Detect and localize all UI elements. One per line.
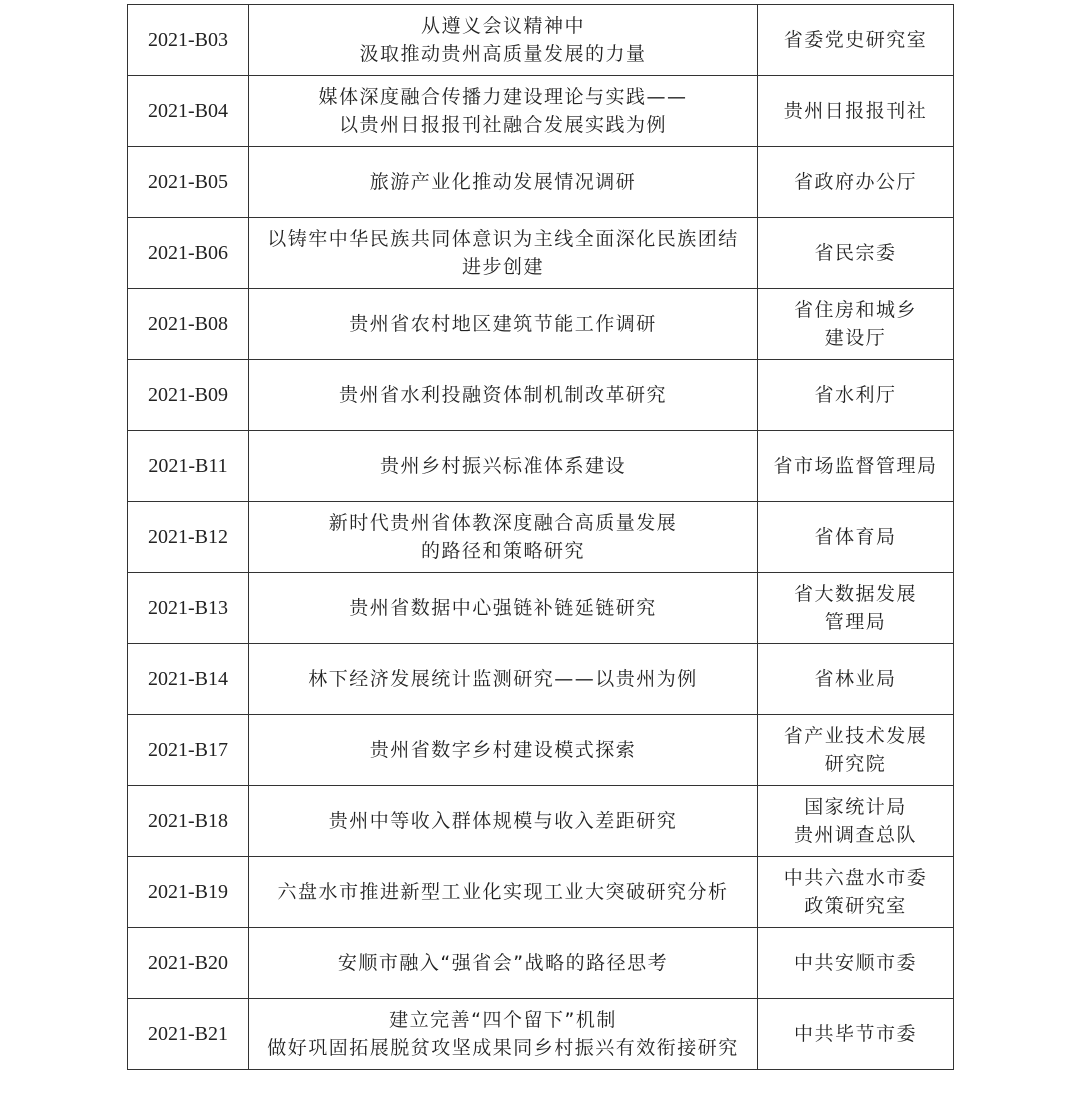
table-row — [128, 5, 954, 76]
project-title-cell — [249, 147, 758, 218]
organization-cell — [758, 502, 954, 573]
project-code-cell: 2021-B18 — [128, 786, 249, 857]
organization-line: 政策研究室 — [804, 895, 907, 917]
organization-cell — [758, 715, 954, 786]
organization-cell — [758, 857, 954, 928]
table-row — [128, 431, 954, 502]
organization-line: 管理局 — [824, 611, 887, 633]
organization-line: 中共毕节市委 — [793, 1023, 917, 1045]
table-row — [128, 218, 954, 289]
organization-line: 中共六盘水市委 — [783, 867, 928, 889]
project-title-cell — [249, 218, 758, 289]
organization-line: 国家统计局 — [804, 796, 907, 818]
organization-line: 省住房和城乡 — [793, 299, 917, 321]
organization-cell — [758, 786, 954, 857]
project-code-cell: 2021-B17 — [128, 715, 249, 786]
organization-line: 贵州调查总队 — [793, 824, 917, 846]
project-title-line: 贵州乡村振兴标准体系建设 — [379, 455, 626, 477]
project-code-cell: 2021-B08 — [128, 289, 249, 360]
project-title-cell — [249, 999, 758, 1070]
organization-line: 省市场监督管理局 — [773, 455, 938, 477]
project-code-cell: 2021-B11 — [128, 431, 249, 502]
project-title-line: 贵州省数字乡村建设模式探索 — [369, 739, 637, 761]
table-row — [128, 573, 954, 644]
organization-cell — [758, 289, 954, 360]
organization-line: 省水利厅 — [814, 384, 897, 406]
project-code-cell: 2021-B04 — [128, 76, 249, 147]
table-row — [128, 76, 954, 147]
project-title-cell — [249, 502, 758, 573]
project-title-line: 六盘水市推进新型工业化实现工业大突破研究分析 — [277, 881, 729, 903]
organization-cell — [758, 573, 954, 644]
project-code-cell: 2021-B20 — [128, 928, 249, 999]
project-title-cell — [249, 573, 758, 644]
table-row — [128, 289, 954, 360]
organization-line: 中共安顺市委 — [793, 952, 917, 974]
organization-line: 省大数据发展 — [793, 583, 917, 605]
organization-line: 贵州日报报刊社 — [783, 100, 928, 122]
project-code-cell: 2021-B21 — [128, 999, 249, 1070]
project-title-line: 汲取推动贵州高质量发展的力量 — [359, 43, 647, 65]
project-title-line: 旅游产业化推动发展情况调研 — [369, 171, 637, 193]
project-title-cell — [249, 360, 758, 431]
organization-cell — [758, 644, 954, 715]
project-title-line: 贵州省数据中心强链补链延链研究 — [349, 597, 657, 619]
project-title-line: 安顺市融入“强省会”战略的路径思考 — [337, 952, 669, 974]
project-code-cell: 2021-B03 — [128, 5, 249, 76]
project-code-cell: 2021-B09 — [128, 360, 249, 431]
project-title-line: 以贵州日报报刊社融合发展实践为例 — [338, 114, 667, 136]
project-title-line: 媒体深度融合传播力建设理论与实践—— — [318, 86, 688, 108]
organization-line: 建设厅 — [824, 327, 887, 349]
project-code-cell: 2021-B06 — [128, 218, 249, 289]
table-row — [128, 360, 954, 431]
project-title-cell — [249, 76, 758, 147]
organization-line: 省委党史研究室 — [783, 29, 928, 51]
organization-cell — [758, 147, 954, 218]
project-title-cell — [249, 644, 758, 715]
project-code-cell: 2021-B13 — [128, 573, 249, 644]
project-title-line: 贵州中等收入群体规模与收入差距研究 — [328, 810, 678, 832]
project-title-cell — [249, 5, 758, 76]
table-row — [128, 715, 954, 786]
project-code-cell: 2021-B12 — [128, 502, 249, 573]
organization-line: 省体育局 — [814, 526, 897, 548]
table-row — [128, 502, 954, 573]
project-title-line: 做好巩固拓展脱贫攻坚成果同乡村振兴有效衔接研究 — [267, 1037, 739, 1059]
project-title-line: 建立完善“四个留下”机制 — [389, 1009, 617, 1031]
organization-cell — [758, 928, 954, 999]
organization-line: 省民宗委 — [814, 242, 897, 264]
organization-cell — [758, 218, 954, 289]
table-row — [128, 786, 954, 857]
organization-cell — [758, 76, 954, 147]
organization-line: 省林业局 — [814, 668, 897, 690]
project-title-line: 新时代贵州省体教深度融合高质量发展 — [328, 512, 678, 534]
organization-line: 研究院 — [824, 753, 887, 775]
project-title-cell — [249, 715, 758, 786]
table-row — [128, 147, 954, 218]
table-row — [128, 999, 954, 1070]
table-row — [128, 928, 954, 999]
table-body — [128, 5, 954, 1070]
project-title-line: 林下经济发展统计监测研究——以贵州为例 — [308, 668, 698, 690]
project-title-line: 贵州省水利投融资体制机制改革研究 — [338, 384, 667, 406]
project-title-line: 进步创建 — [461, 256, 544, 278]
project-title-cell — [249, 928, 758, 999]
project-title-cell — [249, 786, 758, 857]
organization-line: 省政府办公厅 — [793, 171, 917, 193]
table-row — [128, 644, 954, 715]
organization-cell — [758, 999, 954, 1070]
project-title-cell — [249, 289, 758, 360]
table-row — [128, 857, 954, 928]
project-title-line: 贵州省农村地区建筑节能工作调研 — [349, 313, 657, 335]
project-code-cell: 2021-B05 — [128, 147, 249, 218]
organization-cell — [758, 431, 954, 502]
project-title-cell — [249, 431, 758, 502]
project-title-cell — [249, 857, 758, 928]
project-title-line: 的路径和策略研究 — [420, 540, 585, 562]
project-title-line: 从遵义会议精神中 — [420, 15, 585, 37]
project-title-line: 以铸牢中华民族共同体意识为主线全面深化民族团结 — [267, 228, 739, 250]
project-code-cell: 2021-B14 — [128, 644, 249, 715]
organization-cell — [758, 360, 954, 431]
project-table — [127, 4, 954, 1070]
organization-line: 省产业技术发展 — [783, 725, 928, 747]
project-code-cell: 2021-B19 — [128, 857, 249, 928]
organization-cell — [758, 5, 954, 76]
